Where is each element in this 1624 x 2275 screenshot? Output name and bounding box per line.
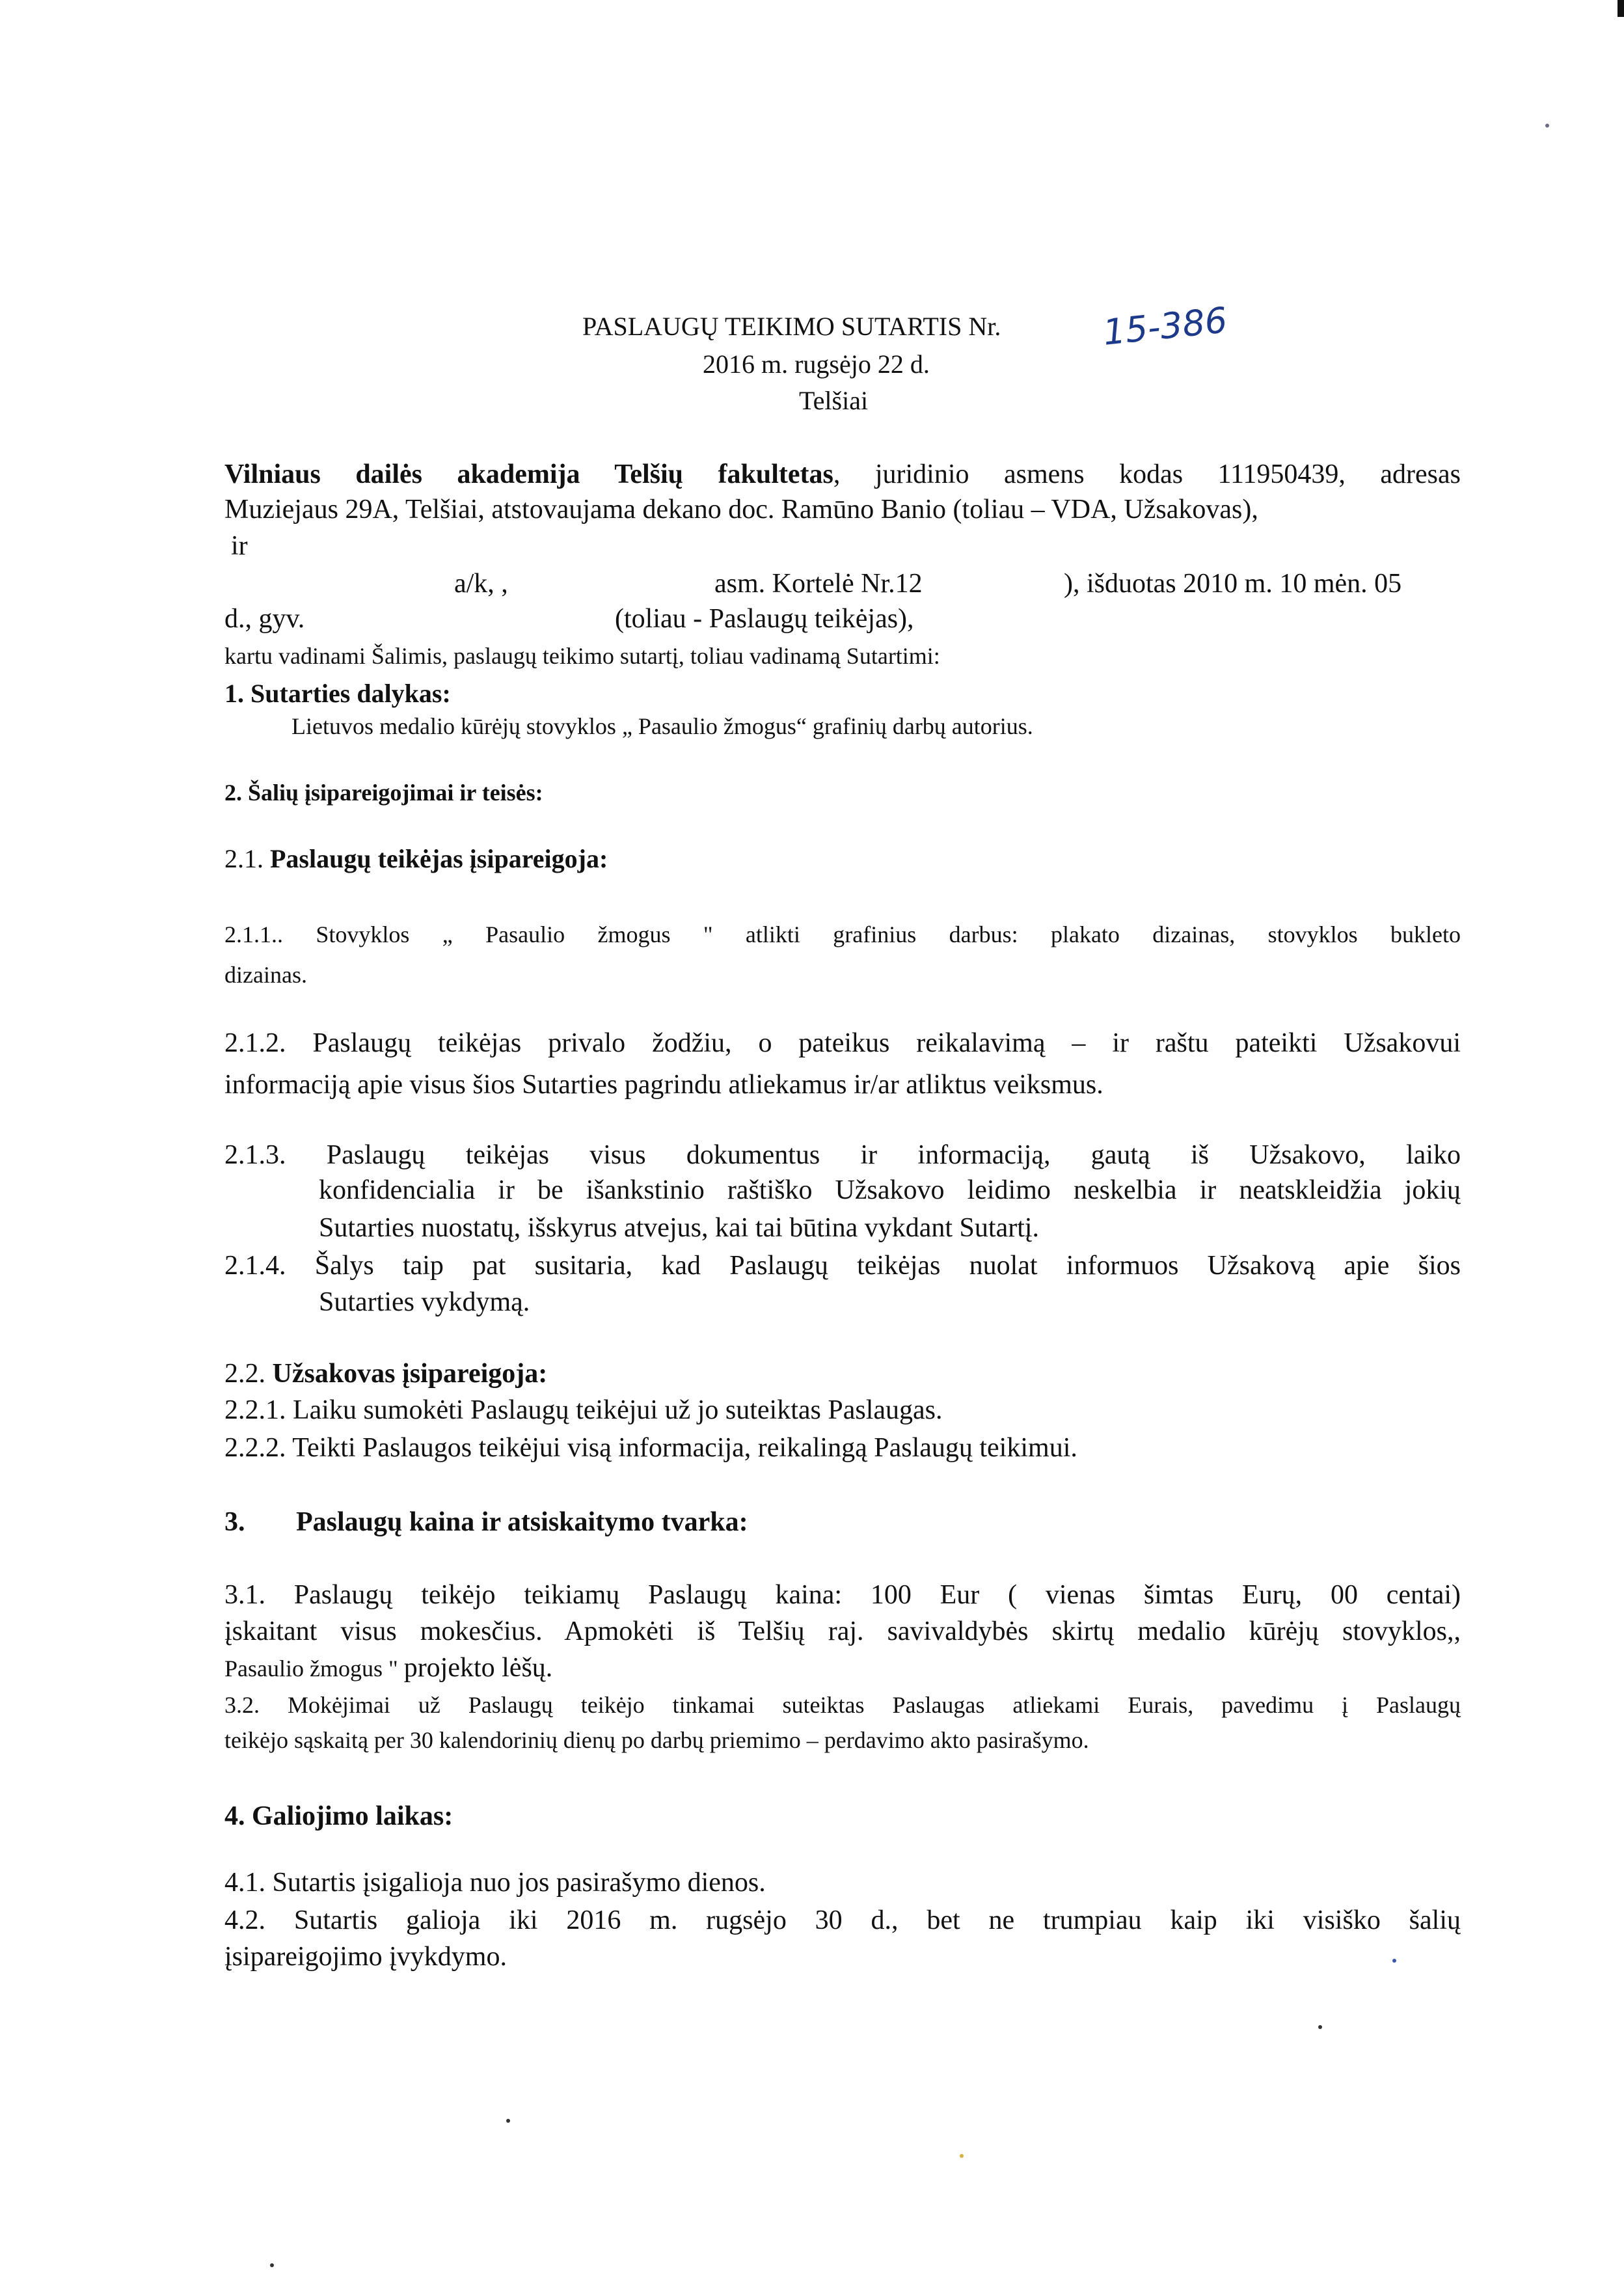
contract-title: PASLAUGŲ TEIKIMO SUTARTIS Nr. <box>582 312 1001 341</box>
scan-speck <box>1545 124 1549 128</box>
contract-date: 2016 m. rugsėjo 22 d. <box>703 349 930 379</box>
scan-speck <box>270 2263 274 2267</box>
scan-speck <box>506 2119 510 2123</box>
scan-speck <box>960 2154 964 2158</box>
party-2-residence: d., gyv. <box>224 604 305 634</box>
section-1-heading: 1. Sutarties dalykas: <box>224 679 451 708</box>
parties-summary: kartu vadinami Šalimis, paslaugų teikimo sutartį, toliau vadinamą Sutartimi: <box>224 643 940 669</box>
clause-2-1-2-line-1: 2.1.2. Paslaugų teikėjas privalo žodžiu, o pateikus reikalavimą – ir raštu pateikti Užsakovui <box>224 1028 1461 1058</box>
party-2-id-card: asm. Kortelė Nr.12 <box>714 569 923 599</box>
clause-2-1-3-line-3: Sutarties nuostatų, išskyrus atvejus, kai tai būtina vykdant Sutartį. <box>319 1213 1040 1243</box>
clause-3-1-line-3 <box>224 1654 552 1682</box>
clause-3-1-funds: projekto lėšų. <box>403 1653 553 1683</box>
party-2-code: a/k, , <box>454 569 508 599</box>
section-3-heading: Paslaugų kaina ir atsiskaitymo tvarka: <box>296 1507 748 1537</box>
parties-line-3: ir <box>231 531 248 561</box>
parties-line-1 <box>224 461 1461 488</box>
clause-2-1-1-line-1: 2.1.1.. Stovyklos „ Pasaulio žmogus " atlikti grafinius darbus: plakato dizainas, stovyklos bukleto <box>224 921 1461 947</box>
clause-2-1-1-line-2: dizainas. <box>224 962 307 988</box>
section-2-1-number: 2.1. <box>224 844 270 873</box>
clause-3-2-line-1: 3.2. Mokėjimai už Paslaugų teikėjo tinkamai suteiktas Paslaugas atliekami Eurais, pavedimu į Paslaugų <box>224 1692 1461 1718</box>
handwritten-contract-number: 15-386 <box>1101 299 1230 353</box>
clause-2-2-2: 2.2.2. Teikti Paslaugos teikėjui visą informacija, reikalingą Paslaugų teikimui. <box>224 1433 1077 1463</box>
clause-3-2-line-2: teikėjo sąskaitą per 30 kalendorinių dienų po darbų priemimo – perdavimo akto pasirašymo. <box>224 1727 1089 1753</box>
section-2-1-title: Paslaugų teikėjas įsipareigoja: <box>270 844 608 873</box>
scan-edge-mark <box>1617 0 1624 17</box>
clause-3-1-project-name: Pasaulio žmogus " <box>224 1655 404 1682</box>
party-2-issued: ), išduotas 2010 m. 10 mėn. 05 <box>1064 569 1402 599</box>
section-2-1-heading <box>224 846 608 872</box>
contract-place: Telšiai <box>799 386 869 415</box>
clause-2-1-4-line-2: Sutarties vykdymą. <box>319 1287 530 1317</box>
section-2-2-number: 2.2. <box>224 1359 273 1389</box>
clause-4-2-line-2: įsipareigojimo įvykdymo. <box>224 1942 507 1972</box>
clause-2-1-2-line-2: informaciją apie visus šios Sutarties pagrindu atliekamus ir/ar atliktus veiksmus. <box>224 1070 1103 1100</box>
clause-4-2-line-1: 4.2. Sutartis galioja iki 2016 m. rugsėjo 30 d., bet ne trumpiau kaip iki visiško šalių <box>224 1905 1461 1935</box>
clause-2-1-3-line-2: konfidencialia ir be išankstinio raštiško Užsakovo leidimo neskelbia ir neatskleidžia jokių <box>319 1175 1461 1205</box>
section-4-heading: 4. Galiojimo laikas: <box>224 1801 453 1831</box>
clause-3-1-line-2: įskaitant visus mokesčius. Apmokėti iš Telšių raj. savivaldybės skirtų medalio kūrėjų stovyklos,, <box>224 1616 1461 1646</box>
party-1-details: , juridinio asmens kodas 111950439, adresas <box>833 459 1461 489</box>
clause-4-1: 4.1. Sutartis įsigalioja nuo jos pasirašymo dienos. <box>224 1868 766 1898</box>
clause-2-1-4-line-1: 2.1.4. Šalys taip pat susitaria, kad Paslaugų teikėjas nuolat informuos Užsakovą apie šios <box>224 1251 1461 1281</box>
section-2-2-heading <box>224 1360 547 1387</box>
party-2-role: (toliau - Paslaugų teikėjas), <box>615 604 914 634</box>
scan-speck <box>1392 1959 1396 1963</box>
parties-line-2: Muziejaus 29A, Telšiai, atstovaujama dekano doc. Ramūno Banio (toliau – VDA, Užsakovas), <box>224 495 1258 524</box>
clause-2-2-1: 2.2.1. Laiku sumokėti Paslaugų teikėjui už jo suteiktas Paslaugas. <box>224 1395 943 1425</box>
section-1-text: Lietuvos medalio kūrėjų stovyklos „ Pasaulio žmogus“ grafinių darbų autorius. <box>291 713 1033 739</box>
section-2-heading: 2. Šalių įsipareigojimai ir teisės: <box>224 780 543 806</box>
scan-speck <box>1318 2025 1322 2029</box>
clause-2-1-3-line-1: 2.1.3. Paslaugų teikėjas visus dokumentus ir informaciją, gautą iš Užsakovo, laiko <box>224 1140 1461 1170</box>
clause-3-1-line-1: 3.1. Paslaugų teikėjo teikiamų Paslaugų kaina: 100 Eur ( vienas šimtas Eurų, 00 centai) <box>224 1580 1461 1610</box>
party-1-name: Vilniaus dailės akademija Telšių fakultetas <box>224 459 833 489</box>
section-2-2-title: Užsakovas įsipareigoja: <box>272 1359 548 1389</box>
section-3-number: 3. <box>224 1507 245 1537</box>
